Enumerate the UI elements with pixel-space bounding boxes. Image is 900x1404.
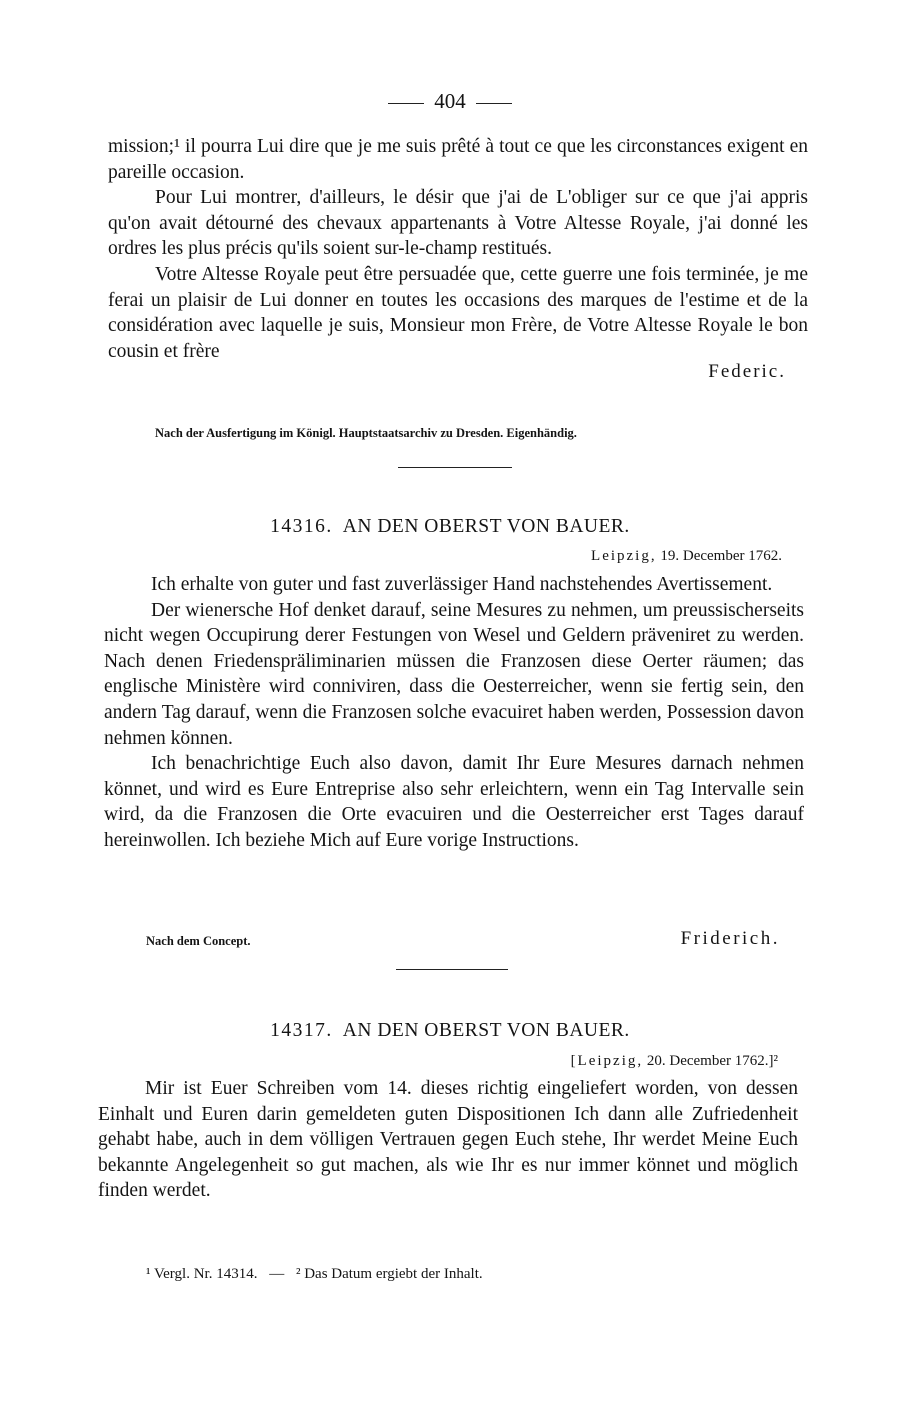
letter-14316-paragraph-1: Ich erhalte von guter und fast zuverlässiger Hand nachstehendes Avertissement. bbox=[151, 574, 773, 595]
letter-14316-date: 19. December 1762. bbox=[660, 548, 782, 564]
letter-14316-body bbox=[104, 572, 804, 854]
footnote-1: ¹ Vergl. Nr. 14314. bbox=[146, 1266, 258, 1282]
letter-14316-place: Leipzig, bbox=[591, 548, 657, 564]
section-divider-2 bbox=[396, 969, 508, 970]
footnotes bbox=[146, 1264, 483, 1284]
letter-14317-heading bbox=[0, 1018, 900, 1044]
page-number bbox=[0, 88, 900, 114]
letter-prev-paragraph-1: mission;¹ il pourra Lui dire que je me suis prêté à tout ce que les circonstances exigent en pareille occasion. bbox=[108, 136, 808, 183]
letter-14317-paragraph-1: Mir ist Euer Schreiben vom 14. dieses richtig eingeliefert worden, von dessen Einhalt und Euren darin gemeldeten guten Dispositionen Ich dann alle Zufriedenheit gehabt habe, auch in dem völligen Vertrauen gegen Euch stehe, Ihr werdet Meine Euch bekannte Angelegenheit so gut machen, als wie Ihr es nur immer könnet und möglich finden werdet. bbox=[98, 1078, 798, 1202]
letter-14317-title: AN DEN OBERST VON BAUER. bbox=[342, 1020, 630, 1041]
letter-14316-heading bbox=[0, 514, 900, 540]
letter-14316-signature: Friderich. bbox=[680, 928, 780, 949]
letter-14317-body bbox=[98, 1076, 798, 1204]
page-number-dash-right bbox=[476, 103, 512, 104]
letter-prev-signature: Federic. bbox=[708, 361, 786, 383]
letter-14317-dateline bbox=[571, 1051, 778, 1071]
letter-14316-title: AN DEN OBERST VON BAUER. bbox=[342, 516, 630, 537]
letter-prev-source-note: Nach der Ausfertigung im Königl. Hauptstaatsarchiv zu Dresden. Eigenhändig. bbox=[155, 426, 577, 440]
letter-prev-paragraph-3: Votre Altesse Royale peut être persuadée que, cette guerre une fois terminée, je me ferai un plaisir de Lui donner en toutes les occasions des marques de l'estime et de la considération avec laquelle je suis, Monsieur mon Frère, de Votre Altesse Royale le bon cousin et frère bbox=[108, 263, 808, 362]
page-number-text: 404 bbox=[434, 89, 466, 113]
letter-14317-date: 20. December 1762.]² bbox=[646, 1053, 778, 1069]
letter-14316-paragraph-2: Der wienersche Hof denket darauf, seine Mesures zu nehmen, um preussischerseits nicht wegen Occupirung derer Festungen von Wesel und Geldern präveniret zu werden. Nach denen Friedenspräliminarien müssen die Franzosen diese Oerter räumen; das englische Ministère wird conniviren, dass die Oesterreicher, wenn sie fertig sein, den andern Tag darauf, wenn die Franzosen solche evacuiret haben werden, Possession davon nehmen können. bbox=[104, 599, 804, 749]
footnote-2: ² Das Datum ergiebt der Inhalt. bbox=[295, 1266, 483, 1282]
letter-14317-number: 14317. bbox=[270, 1020, 333, 1041]
letter-14316-paragraph-3: Ich benachrichtige Euch also davon, damit Ihr Eure Mesures darnach nehmen könnet, und wird es Eure Entreprise also sehr erleichtern, wenn ein Tag Intervalle sein wird, da die Franzosen die Orte evacuiren und die Oesterreicher erst Tages darauf hereinwollen. Ich beziehe Mich auf Eure vorige Instructions. bbox=[104, 753, 804, 851]
footnote-separator: — bbox=[269, 1266, 285, 1282]
letter-prev-paragraph-2: Pour Lui montrer, d'ailleurs, le désir que j'ai de L'obliger sur ce que j'ai appris qu'on avait détourné des chevaux appartenants à Votre Altesse Royale, j'ai donné les ordres les plus précis qu'ils soient sur-le-champ restitués. bbox=[108, 187, 808, 260]
letter-prev-body bbox=[108, 134, 808, 384]
letter-14316-dateline bbox=[591, 546, 782, 566]
letter-14316-number: 14316. bbox=[270, 516, 333, 537]
page-number-dash-left bbox=[388, 103, 424, 104]
letter-14316-source-note: Nach dem Concept. bbox=[146, 934, 251, 948]
section-divider-1 bbox=[398, 467, 512, 468]
letter-14317-place: [Leipzig, bbox=[570, 1053, 644, 1069]
